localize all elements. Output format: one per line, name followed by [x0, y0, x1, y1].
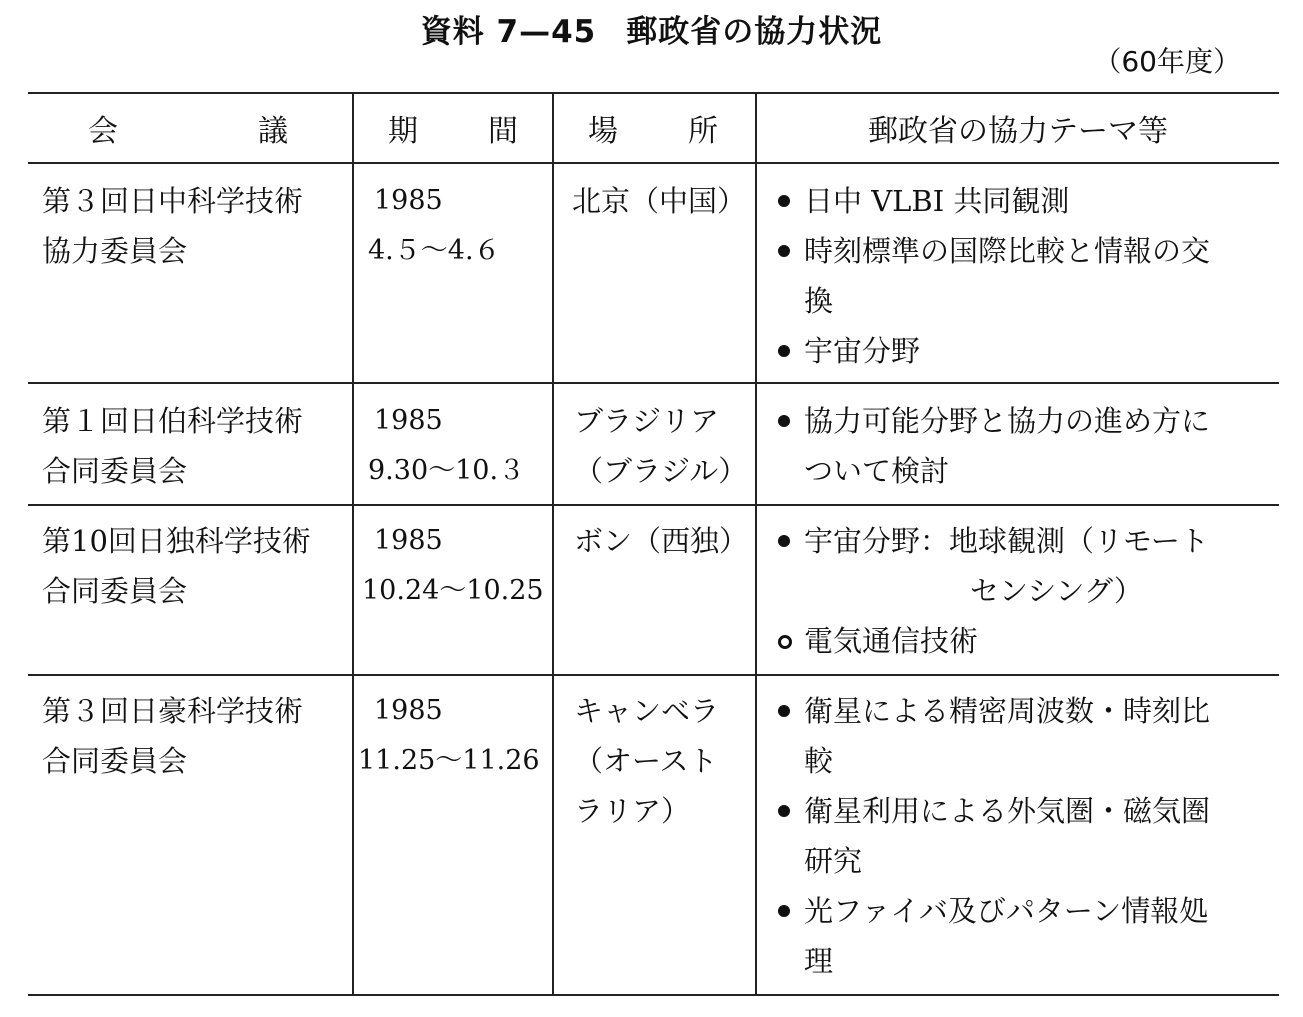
header-period: 期 間	[388, 114, 518, 149]
vrule-1c	[352, 506, 354, 674]
row2-meeting: 第１回日伯科学技術 合同委員会	[42, 404, 304, 488]
list-item-continuation: 較	[804, 744, 834, 778]
row4-themes	[774, 686, 1274, 986]
vrule-2	[552, 92, 554, 994]
row1-themes	[774, 176, 1274, 376]
row1-meeting: 第３回日中科学技術 協力委員会	[42, 184, 304, 268]
rule-row1	[28, 382, 1279, 384]
row4-place: キャンベラ （オースト ラリア）	[574, 694, 720, 828]
list-item: 電気通信技術	[774, 616, 1274, 666]
list-item-continuation: センシング）	[970, 574, 1143, 608]
rule-row3	[28, 674, 1279, 676]
row3-place: ボン（西独）	[574, 524, 749, 558]
list-item-continuation: 換	[804, 284, 834, 318]
list-item-continuation: 研究	[804, 844, 863, 878]
vrule-1b	[352, 384, 354, 504]
list-item: 宇宙分野	[774, 326, 1274, 376]
list-item: 宇宙分野：地球観測（リモート	[774, 516, 1274, 566]
list-item: 光ファイバ及びパターン情報処	[774, 886, 1274, 936]
list-item: 日中 VLBI 共同観測	[774, 176, 1274, 226]
row2-period: 1985 9.30～10.３	[368, 405, 526, 486]
header-meeting: 会 議	[88, 114, 288, 149]
row3-period: 1985 10.24～10.25	[362, 525, 544, 606]
vrule-1d	[352, 676, 354, 994]
vrule-1a	[352, 92, 354, 384]
row2-themes	[774, 396, 1274, 496]
row1-place: 北京（中国）	[572, 184, 747, 218]
list-item: 衛星による精密周波数・時刻比	[774, 686, 1274, 736]
row1-period: 1985 4.５～4.６	[368, 185, 501, 266]
list-item: 協力可能分野と協力の進め方に	[774, 396, 1274, 446]
list-item-continuation: ついて検討	[804, 454, 950, 488]
document-number: 資料 7—45	[420, 14, 597, 50]
list-item-continuation: 理	[804, 944, 834, 978]
row3-meeting: 第10回日独科学技術 合同委員会	[42, 524, 311, 608]
row4-period: 1985 11.25～11.26	[358, 695, 540, 776]
list-item: 衛星利用による外気圏・磁気圏	[774, 786, 1274, 836]
rule-bottom	[28, 994, 1279, 996]
rule-row2	[28, 504, 1279, 506]
header-place: 場 所	[588, 114, 718, 149]
row4-meeting: 第３回日豪科学技術 合同委員会	[42, 694, 304, 778]
header-theme: 郵政省の協力テーマ等	[868, 114, 1168, 149]
cooperation-table	[28, 92, 1279, 996]
list-item: 時刻標準の国際比較と情報の交	[774, 226, 1274, 276]
row3-themes	[774, 516, 1274, 666]
fiscal-year-note: （60年度）	[1093, 45, 1241, 78]
document-title: 郵政省の協力状況	[626, 14, 883, 50]
row2-place: ブラジリア （ブラジル）	[574, 404, 748, 488]
vrule-3	[755, 92, 757, 994]
